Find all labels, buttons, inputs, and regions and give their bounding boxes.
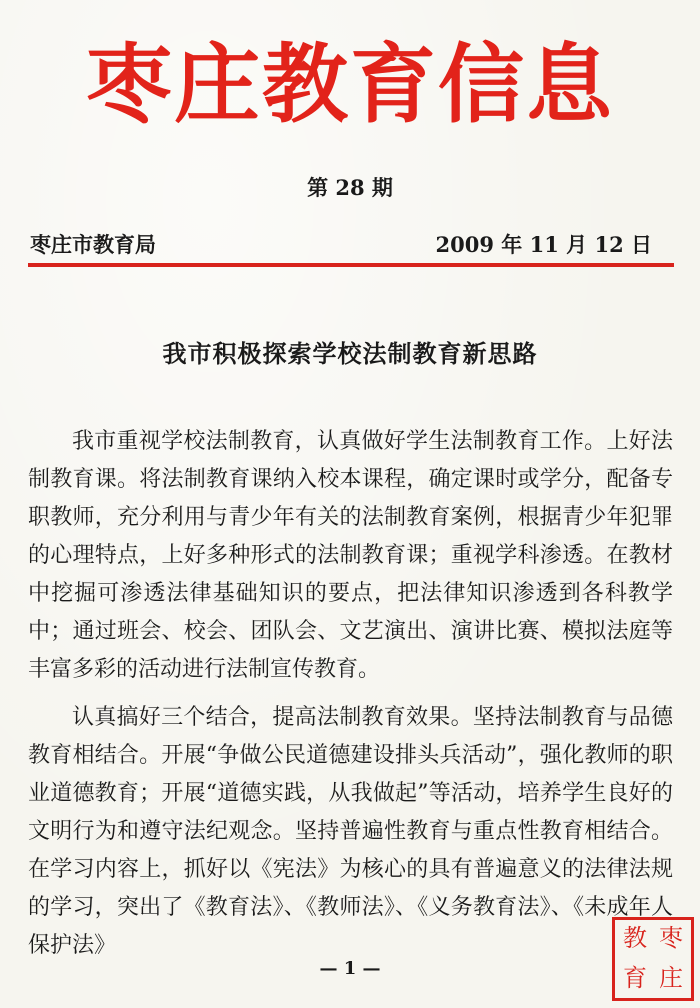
masthead-title: 枣庄教育信息 [86,34,614,135]
article-headline: 我市积极探索学校法制教育新思路 [162,339,538,368]
seal-char: 教 [623,924,647,952]
page-number: — 1 — [319,958,381,979]
article-paragraph: 我市重视学校法制教育，认真做好学生法制教育工作。上好法制教育课。将法制教育课纳入校本课程，确定课时或学分，配备专职教师，充分利用与青少年有关的法制教育案例，根据青少年犯罪的心理特点，上好多种形式的法制教育课；重视学科渗透。在教材中挖掘可渗透法律基础知识的要点，把法律知识渗透到各科教学中；通过班会、校会、团队会、文艺演出、演讲比赛、模拟法庭等丰富多彩的活动进行法制宣传教育。 [28,429,673,682]
article-paragraph: 认真搞好三个结合，提高法制教育效果。坚持法制教育与品德教育相结合。开展“争做公民道德建设排头兵活动”，强化教师的职业道德教育；开展“道德实践，从我做起”等活动，培养学生良好的文明行为和遵守法纪观念。坚持普遍性教育与重点性教育相结合。在学习内容上，抓好以《宪法》为核心的具有普遍意义的法律法规的学习，突出了《教育法》、《教师法》、《义务教育法》、《未成年人保护法》 [28,705,673,958]
seal-char: 育 [623,964,647,992]
seal-char: 枣 [659,924,683,952]
red-divider-rule [28,263,674,267]
article-body [28,423,673,975]
publisher-name: 枣庄市教育局 [30,232,156,257]
red-seal-stamp [612,917,694,1001]
seal-char: 庄 [659,964,683,992]
issue-number: 第 28 期 [307,175,393,200]
publish-date: 2009 年 11 月 12 日 [435,232,652,257]
